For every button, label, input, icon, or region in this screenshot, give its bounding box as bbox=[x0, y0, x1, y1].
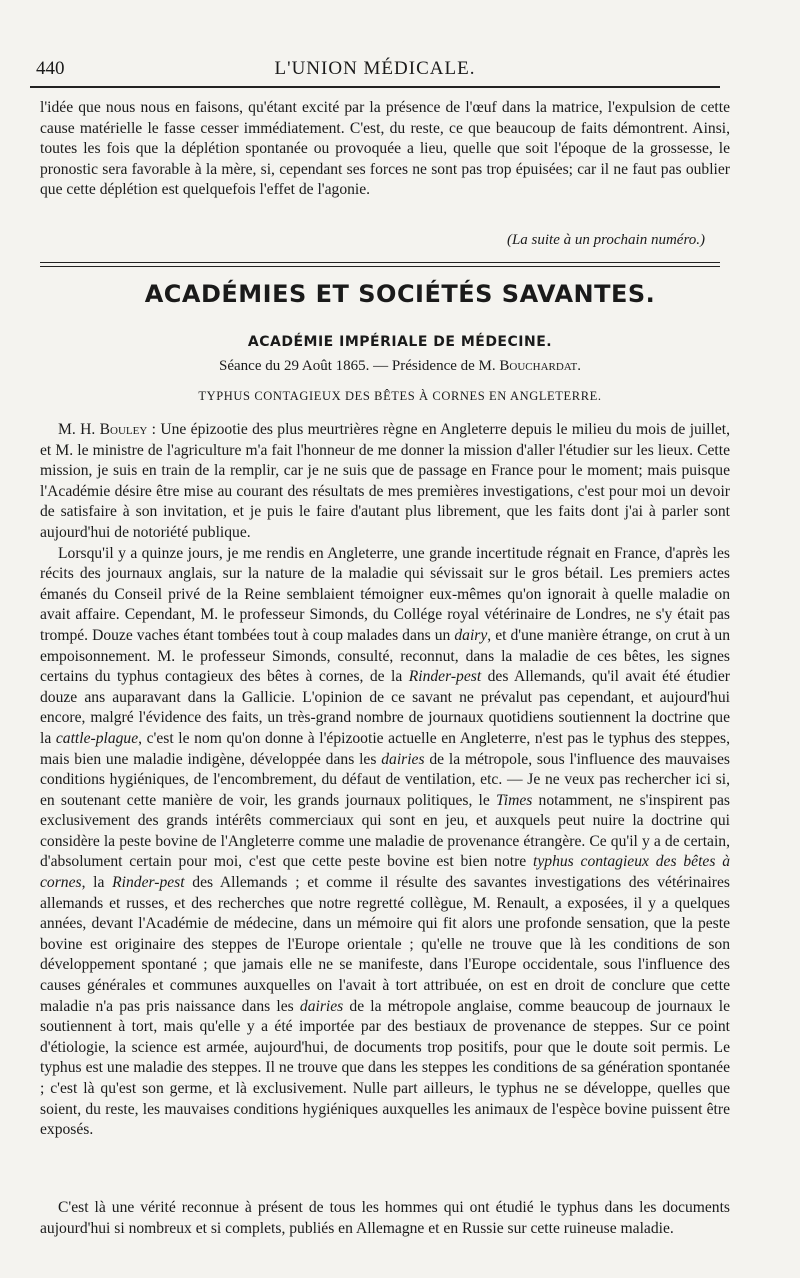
main-article bbox=[40, 420, 730, 1141]
header-rule bbox=[30, 86, 720, 88]
section-divider-bottom bbox=[40, 266, 720, 267]
paragraph-2 bbox=[40, 544, 730, 1141]
journal-title: L'UNION MÉDICALE. bbox=[274, 58, 476, 79]
p2-segment: Lorsqu'il y a quinze jours, je me rendis en Angleterre, une grande incertitude régnait en France, d'après les récits des journaux anglais, sur la nature de la maladie qui sévissait sur le gros bétail. Les premiers actes émanés du Conseil privé de la Reine semblaient témoigner eux-mêmes qu'on ignorait à quelle maladie on avait affaire. Cependant, M. le professeur Simonds, du Collége royal vétérinaire de Londres, ne s'y était pas trompé. Douze vaches étant tombées tout à coup malades dans un bbox=[40, 544, 730, 644]
p2-italic: dairies bbox=[299, 997, 344, 1015]
paragraph-1-text: : Une épizootie des plus meurtrières règne en Angleterre depuis le milieu du mois de juillet, et M. le ministre de l'agriculture m'a fait l'honneur de me donner la mission d'aller l'étudier sur les lieux. Cette mission, je suis en train de la remplir, car je ne suis que de passage en France pour le moment; mais puisque l'Académie désire être mise au courant des résultats de mes premières investigations, c'est pour moi un devoir de satisfaire à son invitation, et je puis le faire d'autant plus librement, que les faits dont j'ai à parler sont aujourd'hui de notoriété publique. bbox=[40, 421, 730, 541]
intro-paragraph bbox=[40, 98, 730, 201]
p2-segment: notamment, ne s'inspirent pas exclusivement des grands intérêts commerciaux qui sont en jeu, et auxquels peut nuire la doctrine qui considère la peste bovine de l'Angleterre comme une maladie de provenance étrangère. Ce qu'il y a de certain, d'absolument certain pour moi, c'est que cette peste bovine est bien notre bbox=[40, 791, 730, 871]
p2-segment: , la bbox=[81, 874, 113, 892]
seance-date: Séance du 29 Août 1865. — Présidence de M. bbox=[219, 358, 500, 374]
president-name: Bouchardat. bbox=[499, 358, 581, 374]
paragraph-3: C'est là une vérité reconnue à présent de tous les hommes qui ont étudié le typhus dans les documents aujourd'hui si nombreux et si complets, publiés en Allemagne et en Russie sur cette ruineuse maladie. bbox=[40, 1199, 730, 1237]
p2-italic: dairies bbox=[381, 750, 425, 768]
p2-segment: de la métropole, sous l'influence des mauvaises conditions hygiéniques, de l'encombrement, du défaut de ventilation, etc. — Je ne veux pas rechercher ici si, en soutenant cette manière de voir, les grands journaux politiques, le bbox=[40, 750, 730, 809]
subsection-title: ACADÉMIE IMPÉRIALE DE MÉDECINE. bbox=[247, 334, 553, 350]
p2-italic: Times bbox=[495, 791, 533, 809]
p2-segment: des Allemands ; et comme il résulte des savantes investigations des vétérinaires allemands et russes, et des recherches que notre regretté collègue, M. Renault, a exposées, il y a quelques années, devant l'Académie de médecine, dans un mémoire qui fit alors une profonde sensation, que la peste bovine est originaire des steppes de l'Europe orientale ; qu'elle ne trouve que là les conditions de son développement spontané ; que jamais elle ne se manifeste, dans l'Europe occidentale, sous l'influence des causes générales et communes auxquelles on l'avait à tort attribuée, on est en droit de conclure que cette maladie n'a pas pris naissance dans les bbox=[40, 874, 730, 1015]
p2-segment: des Allemands, qu'il avait été étudier douze ans auparavant dans la Gallicie. L'opinion de ce savant ne prévalut pas cependant, et aujourd'hui encore, malgré l'évidence des faits, un très-grand nombre de journaux quotidiens soutiennent la doctrine que la bbox=[40, 668, 730, 747]
p2-italic: Rinder-pest bbox=[112, 874, 185, 892]
p2-italic: typhus contagieux des bêtes à cornes bbox=[40, 853, 730, 892]
intro-text: l'idée que nous nous en faisons, qu'étant excité par la présence de l'œuf dans la matrice, l'expulsion de cette cause matérielle le fasse cesser immédiatement. C'est, du reste, ce que beaucoup de faits démontrent. Ainsi, toutes les fois que la déplétion spontanée ou provoquée a lieu, quelle que soit l'époque de la grossesse, le pronostic sera favorable à la mère, si, cependant ses forces ne sont pas trop épuisées; car il ne faut pas oublier que cette déplétion est quelquefois l'effet de l'agonie. bbox=[40, 99, 730, 199]
paragraph-1 bbox=[40, 420, 730, 544]
final-paragraph-block bbox=[40, 1198, 730, 1239]
page-header bbox=[30, 58, 720, 86]
speaker-name: M. H. Bouley bbox=[58, 421, 148, 438]
section-title: ACADÉMIES ET SOCIÉTÉS SAVANTES. bbox=[144, 280, 656, 308]
seance-line bbox=[0, 358, 800, 375]
p2-segment: de la métropole anglaise, comme beaucoup de journaux le soutiennent à tort, mais qu'elle y a été importée par des bestiaux de provenance de steppes. Sur ce point d'étiologie, la science est armée, aujourd'hui, de documents trop positifs, pour que le doute soit permis. Le typhus est une maladie des steppes. Il ne trouve que dans les steppes les conditions de sa génération spontanée ; c'est là qu'est son germe, et là exclusivement. Nulle part ailleurs, le typhus ne se développe, quelles que soient, du reste, les mauvaises conditions hygiéniques auxquelles les animaux de l'espèce bovine puissent être exposés. bbox=[40, 997, 730, 1139]
p2-segment: , c'est le nom qu'on donne à l'épizootie actuelle en Angleterre, n'est pas le typhus des steppes, mais bien une maladie indigène, développée dans les bbox=[40, 729, 730, 768]
continuation-note: (La suite à un prochain numéro.) bbox=[506, 232, 705, 248]
page-number: 440 bbox=[36, 58, 65, 79]
p2-italic: dairy bbox=[454, 626, 488, 644]
p2-segment: , et d'une manière étrange, on crut à un empoisonnement. M. le professeur Simonds, consulté, reconnut, dans la maladie de ces bêtes, les signes certains du typhus contagieux des bêtes à cornes, de la bbox=[40, 626, 730, 686]
topic-heading: TYPHUS CONTAGIEUX DES BÊTES À CORNES EN ANGLETERRE. bbox=[198, 389, 602, 403]
section-divider-top bbox=[40, 262, 720, 263]
p2-italic: Rinder-pest bbox=[408, 668, 482, 686]
p2-italic: cattle-plague bbox=[55, 729, 139, 747]
